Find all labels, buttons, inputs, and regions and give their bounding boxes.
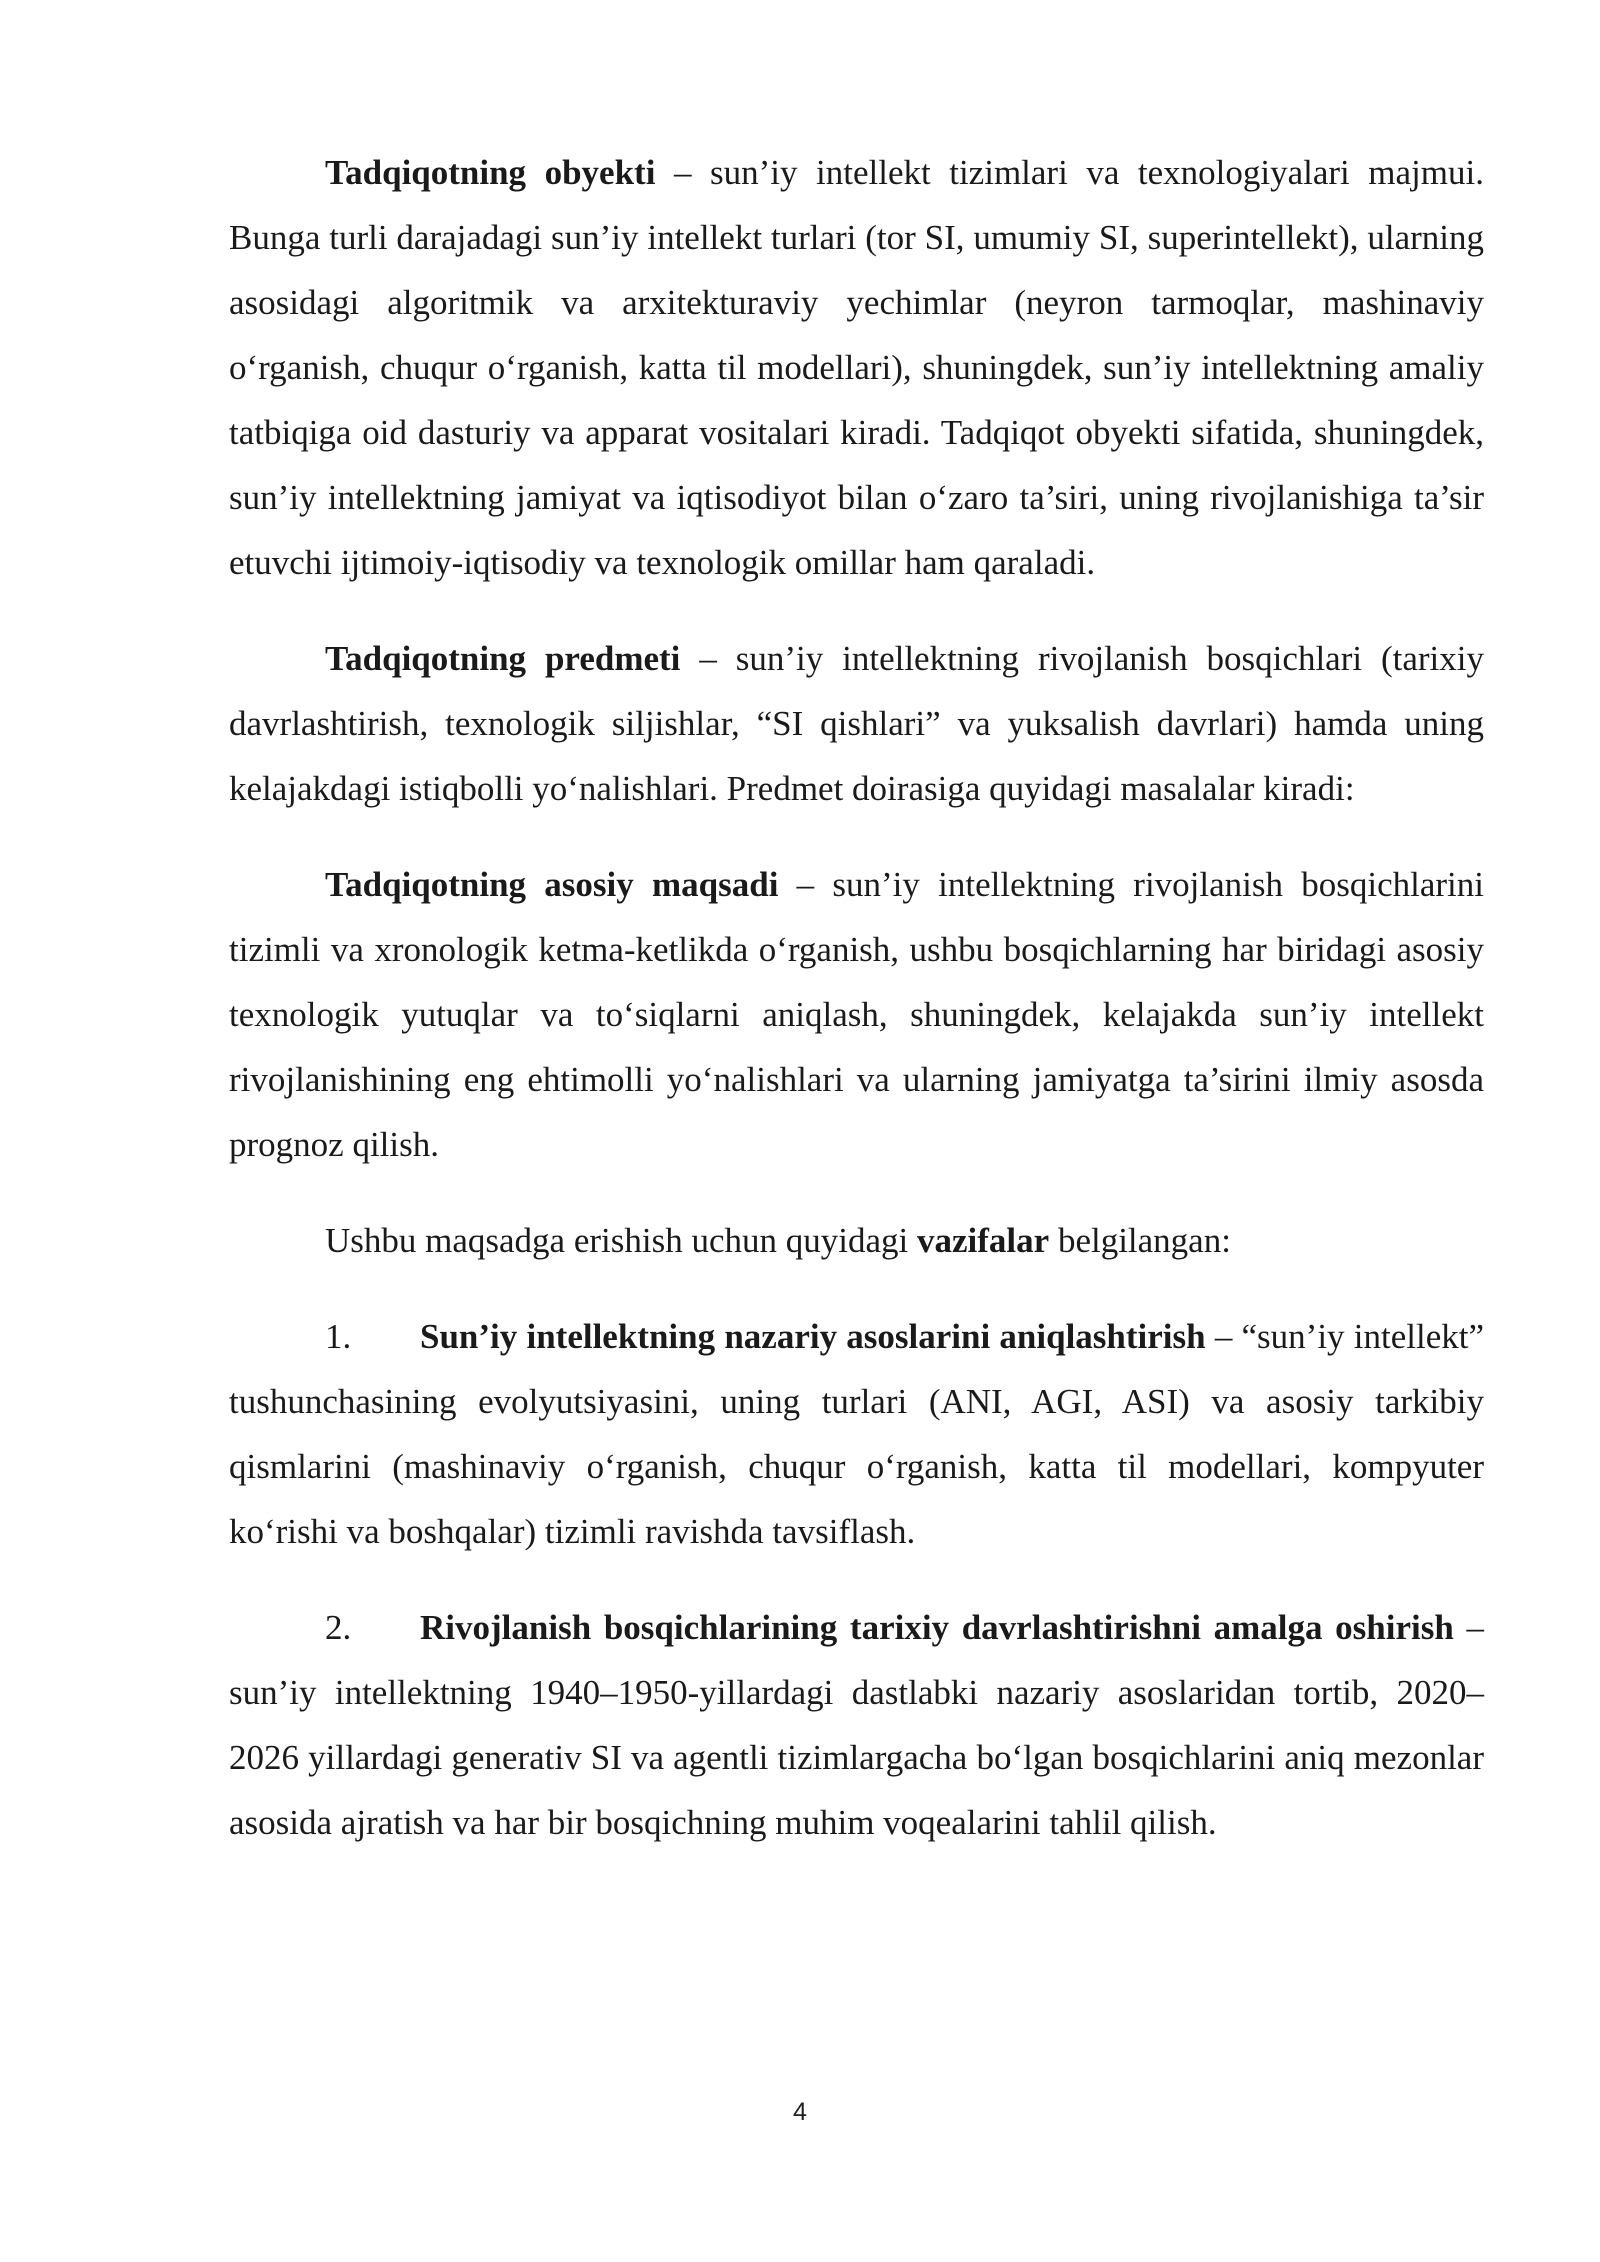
term-research-subject: Tadqiqotning predmeti [325, 639, 681, 678]
term-research-goal: Tadqiqotning asosiy maqsadi [325, 865, 779, 904]
task-item-2 [229, 1595, 1484, 1855]
paragraph-tasks-intro [229, 1208, 1484, 1273]
task-text-1: – “sun’iy intellekt” tushunchasining evolyutsiyasini, uning turlari (ANI, AGI, ASI) va asosiy tarkibiy qismlarini (mashinaviy o‘rganish, chuqur o‘rganish, katta til modellari, kompyuter ko‘rishi va boshqalar) tizimli ravishda tavsiflash. [229, 1317, 1484, 1551]
page-number: 4 [793, 2098, 807, 2126]
tasks-intro-after: belgilangan: [1049, 1221, 1231, 1260]
text-research-object: – sun’iy intellekt tizimlari va texnologiyalari majmui. Bunga turli darajadagi sun’iy intellekt turlari (tor SI, umumiy SI, superintellekt), ularning asosidagi algoritmik va arxitekturaviy yechimlar (neyron tarmoqlar, mashinaviy o‘rganish, chuqur o‘rganish, katta til modellari), shuningdek, sun’iy intellektning amaliy tatbiqiga oid dasturiy va apparat vositalari kiradi. Tadqiqot obyekti sifatida, shuningdek, sun’iy intellektning jamiyat va iqtisodiyot bilan o‘zaro ta’siri, uning rivojlanishiga ta’sir etuvchi ijtimoiy-iqtisodiy va texnologik omillar ham qaraladi. [229, 153, 1484, 582]
task-term-2: Rivojlanish bosqichlarining tarixiy davrlashtirishni amalga oshirish [420, 1608, 1454, 1647]
text-research-subject: – sun’iy intellektning rivojlanish bosqichlari (tarixiy davrlashtirish, texnologik siljishlar, “SI qishlari” va yuksalish davrlari) hamda uning kelajakdagi istiqbolli yo‘nalishlari. Predmet doirasiga quyidagi masalalar kiradi: [229, 639, 1484, 808]
task-number-1: 1. [325, 1317, 352, 1356]
task-item-1 [229, 1304, 1484, 1564]
tasks-intro-before: Ushbu maqsadga erishish uchun quyidagi [325, 1221, 917, 1260]
term-research-object: Tadqiqotning obyekti [325, 153, 656, 192]
paragraph-research-object [229, 140, 1484, 595]
task-term-1: Sun’iy intellektning nazariy asoslarini aniqlashtirish [420, 1317, 1206, 1356]
task-number-2: 2. [325, 1608, 352, 1647]
paragraph-research-subject [229, 626, 1484, 821]
tasks-intro-bold: vazifalar [917, 1221, 1050, 1260]
task-text-2: – sun’iy intellektning 1940–1950-yillardagi dastlabki nazariy asoslaridan tortib, 2020–2026 yillardagi generativ SI va agentli tizimlargacha bo‘lgan bosqichlarini aniq mezonlar asosida ajratish va har bir bosqichning muhim voqealarini tahlil qilish. [229, 1608, 1484, 1842]
text-research-goal: – sun’iy intellektning rivojlanish bosqichlarini tizimli va xronologik ketma-ketlikda o‘rganish, ushbu bosqichlarning har biridagi asosiy texnologik yutuqlar va to‘siqlarni aniqlash, shuningdek, kelajakda sun’iy intellekt rivojlanishining eng ehtimolli yo‘nalishlari va ularning jamiyatga ta’sirini ilmiy asosda prognoz qilish. [229, 865, 1484, 1164]
paragraph-research-goal [229, 852, 1484, 1177]
document-page [229, 140, 1484, 1855]
